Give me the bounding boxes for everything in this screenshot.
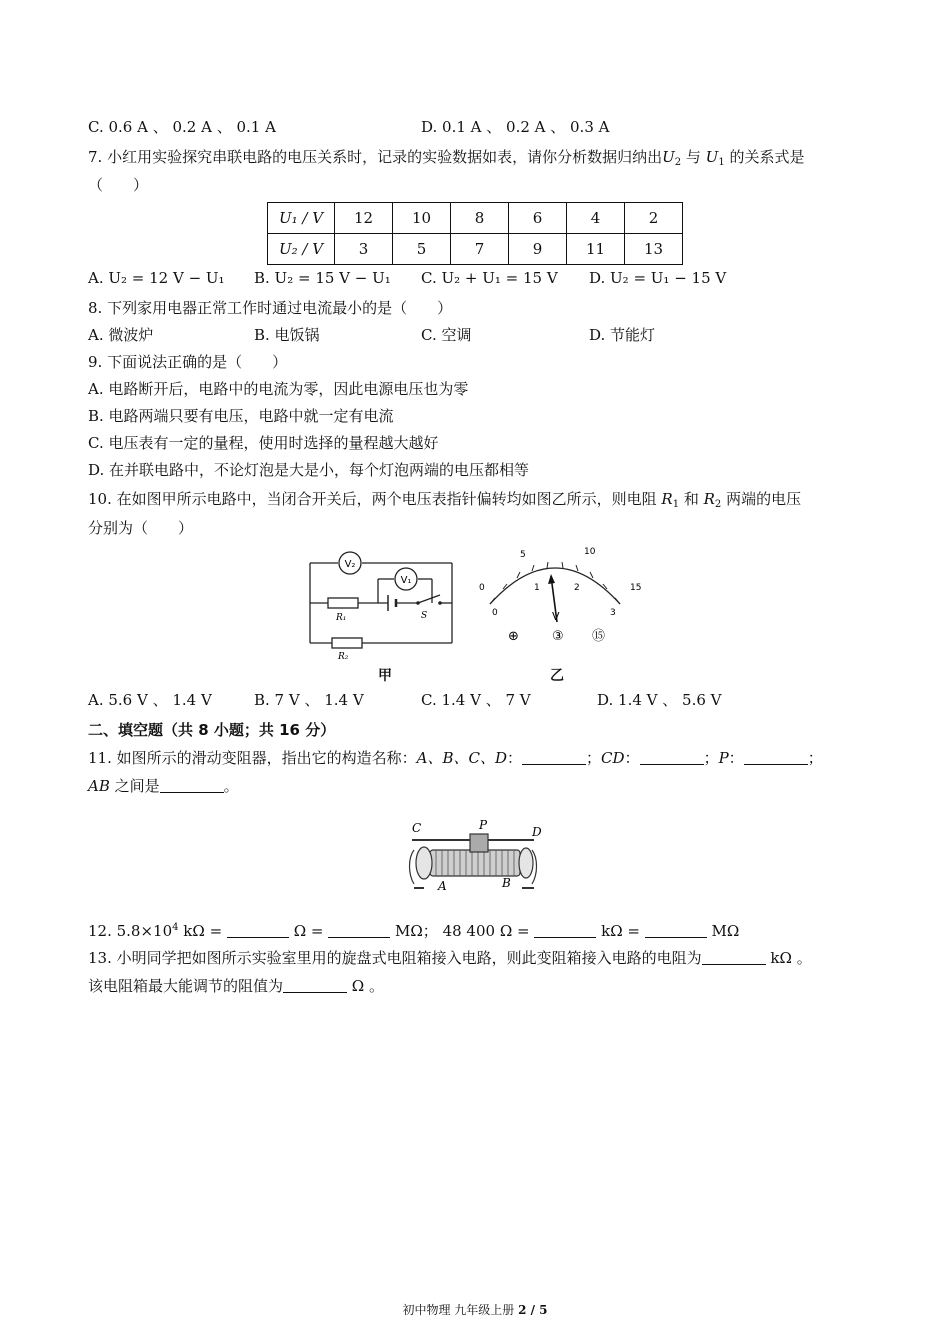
table-cell: 6 — [509, 203, 567, 234]
rheostat-right-end — [519, 848, 533, 878]
q7-stem: 7. 小红用实验探究串联电路的电压关系时，记录的实验数据如表，请你分析数据归纳出$U_2$ 与 $U_1$ 的关系式是 — [88, 148, 805, 168]
q8-option-d: D. 节能灯 — [589, 326, 656, 344]
figure-caption-jia: 甲 — [378, 668, 392, 684]
q6-option-c: C. 0.6 A 、 0.2 A 、 0.1 A — [88, 118, 276, 136]
table-cell: 2 — [625, 203, 683, 234]
answer-blank[interactable] — [534, 923, 596, 938]
switch-contact-icon — [438, 601, 442, 605]
switch-label: S — [421, 611, 428, 621]
answer-blank[interactable] — [328, 923, 390, 938]
q13-stem-continued: 该电阻箱最大能调节的阻值为 Ω 。 — [88, 977, 384, 995]
q9-option-d: D. 在并联电路中，不论灯泡是大是小，每个灯泡两端的电压都相等 — [88, 461, 530, 479]
table-row-label: U₁ / V — [268, 203, 335, 234]
answer-blank[interactable] — [645, 923, 707, 938]
answer-blank[interactable] — [702, 950, 766, 965]
resistor-r1-icon — [328, 598, 358, 608]
q10-option-b: B. 7 V 、 1.4 V — [254, 691, 364, 709]
q8-option-c: C. 空调 — [421, 326, 472, 344]
rheostat-label: D — [532, 825, 542, 839]
rheostat-coil — [430, 850, 520, 876]
q10-option-a: A. 5.6 V 、 1.4 V — [88, 691, 212, 709]
page-footer: 初中物理 九年级上册 2 / 5 — [402, 1303, 548, 1317]
q11-stem-continued: AB 之间是 。 — [88, 777, 239, 795]
dial-needle-tip-icon — [548, 574, 555, 584]
table-cell: 11 — [567, 234, 625, 265]
q10-option-d: D. 1.4 V 、 5.6 V — [597, 691, 722, 709]
dial-arc — [490, 568, 620, 604]
q7-option-b: B. U₂ = 15 V − U₁ — [254, 269, 391, 287]
q9-stem: 9. 下面说法正确的是（ ） — [88, 353, 288, 371]
answer-blank[interactable] — [522, 750, 586, 765]
answer-blank[interactable] — [227, 923, 289, 938]
q8-stem: 8. 下列家用电器正常工作时通过电流最小的是（ ） — [88, 299, 453, 317]
q12-stem: 12. $5.8\times 10^4$ kΩ = Ω = MΩ； 48 400 Ω = kΩ = MΩ — [88, 922, 740, 940]
table-row — [268, 234, 683, 265]
page-number: 2 / 5 — [518, 1303, 548, 1317]
switch-pivot-icon — [416, 601, 420, 605]
terminal-3-icon: ③ — [552, 629, 564, 644]
table-cell: 8 — [451, 203, 509, 234]
dial-bottom-label: 3 — [610, 608, 616, 618]
table-cell: 13 — [625, 234, 683, 265]
table-cell: 7 — [451, 234, 509, 265]
q7-option-c: C. U₂ + U₁ = 15 V — [421, 269, 558, 287]
rheostat-label: P — [479, 818, 488, 832]
q13-stem: 13. 小明同学把如图所示实验室里用的旋盘式电阻箱接入电路，则此变阻箱接入电路的电阻为 kΩ 。 — [88, 949, 812, 967]
voltmeter-dial — [468, 540, 648, 650]
q11-stem: 11. 如图所示的滑动变阻器，指出它的构造名称：A、B、C、D： ；CD： ；P： ； — [88, 749, 823, 767]
dial-top-label: 10 — [584, 547, 596, 557]
figure-caption-yi: 乙 — [550, 668, 564, 684]
table-row — [268, 203, 683, 234]
terminal-15-icon: ⑮ — [592, 629, 606, 644]
q10-option-c: C. 1.4 V 、 7 V — [421, 691, 531, 709]
q8-option-b: B. 电饭锅 — [254, 326, 320, 344]
section-title: 二、填空题（共 8 小题；共 16 分） — [88, 721, 336, 739]
q7-data-table — [267, 202, 683, 265]
q9-option-b: B. 电路两端只要有电压，电路中就一定有电流 — [88, 407, 394, 425]
answer-blank[interactable] — [160, 778, 224, 793]
voltmeter-v2-label: V₂ — [344, 559, 356, 570]
table-cell: 4 — [567, 203, 625, 234]
sliding-rheostat-figure — [402, 818, 552, 898]
table-cell: 3 — [335, 234, 393, 265]
resistor-r2-icon — [332, 638, 362, 648]
table-cell: 5 — [393, 234, 451, 265]
q7-option-d: D. U₂ = U₁ − 15 V — [589, 269, 727, 287]
terminal-negative-icon: ⊕ — [508, 629, 519, 644]
q9-option-a: A. 电路断开后，电路中的电流为零，因此电源电压也为零 — [88, 380, 469, 398]
q9-option-c: C. 电压表有一定的量程，使用时选择的量程越大越好 — [88, 434, 439, 452]
table-cell: 10 — [393, 203, 451, 234]
dial-top-label: 0 — [479, 583, 485, 593]
slider-p-icon[interactable] — [470, 834, 488, 852]
dial-top-label: 15 — [630, 583, 642, 593]
q8-option-a: A. 微波炉 — [88, 326, 154, 344]
dial-bottom-label: 1 — [534, 583, 540, 593]
dial-top-label: 5 — [520, 550, 526, 560]
voltmeter-v1-label: V₁ — [400, 575, 412, 586]
table-row-label: U₂ / V — [268, 234, 335, 265]
answer-blank[interactable] — [640, 750, 704, 765]
q10-stem-continued: 分别为（ ） — [88, 519, 194, 537]
q10-stem: 10. 在如图甲所示电路中，当闭合开关后，两个电压表指针偏转均如图乙所示，则电阻 $R_1$ 和 $R_2$ 两端的电压 — [88, 490, 802, 510]
rheostat-label: B — [502, 876, 511, 890]
q7-option-a: A. U₂ = 12 V − U₁ — [88, 269, 225, 287]
circuit-diagram — [300, 548, 460, 663]
table-cell: 9 — [509, 234, 567, 265]
rheostat-left-end — [416, 847, 432, 879]
q7-answer-paren: （ ） — [88, 176, 149, 194]
dial-bottom-label: 2 — [574, 583, 580, 593]
q6-option-d: D. 0.1 A 、 0.2 A 、 0.3 A — [421, 118, 610, 136]
answer-blank[interactable] — [283, 978, 347, 993]
resistor-r2-label: R₂ — [338, 652, 349, 662]
resistor-r1-label: R₁ — [336, 613, 347, 623]
answer-blank[interactable] — [744, 750, 808, 765]
dial-bottom-label: 0 — [492, 608, 498, 618]
rheostat-label: C — [412, 821, 422, 835]
dial-unit-label: V — [552, 610, 560, 623]
table-cell: 12 — [335, 203, 393, 234]
rheostat-label: A — [438, 879, 447, 893]
